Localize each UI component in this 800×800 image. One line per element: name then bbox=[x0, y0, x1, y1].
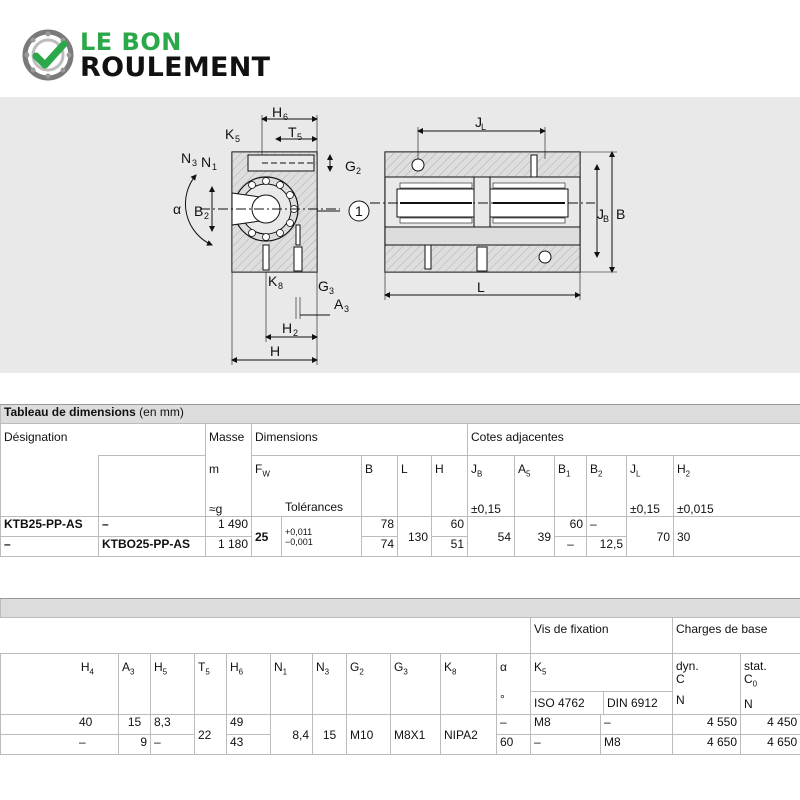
hdr-a3: A bbox=[122, 660, 131, 674]
label-t5-sub: 5 bbox=[297, 132, 303, 142]
callout-number: 1 bbox=[355, 203, 363, 219]
cell-a5: 39 bbox=[515, 517, 555, 557]
hdr-jl-tol: ±0,15 bbox=[630, 502, 660, 517]
hdr-cotes: Cotes adjacentes bbox=[468, 424, 800, 456]
cell-designation: – bbox=[1, 537, 99, 557]
label-jl-sub: L bbox=[481, 122, 487, 132]
label-b2: B bbox=[194, 203, 204, 219]
hdr-h2: H bbox=[677, 462, 686, 476]
hdr-m: m bbox=[209, 461, 219, 476]
table-caption: Tableau de dimensions (en mm) bbox=[1, 405, 800, 424]
cell-h5: 8,3 bbox=[151, 715, 195, 735]
label-g3-sub: 3 bbox=[329, 286, 335, 296]
label-n3: N bbox=[181, 150, 192, 166]
dimensions-table: Tableau de dimensions (en mm) Désignation Masse Dimensions Cotes adjacentes m ≈g $F_W$ Tolérances B L H $J_B$ ±0,15 $A_5$ $B_1$ $B_2$ $J_L$ ±0,15 $H_2$ ±0,015 KTB25-PP-AS – 1 490 25 +0,011 −0,001 78 130 60 54 39 60 – 70 30 – KTBO25-PP-AS 1 180 74 51 – 12,5 bbox=[0, 404, 800, 557]
logo-line-1: LE BON bbox=[80, 28, 182, 56]
hdr-t5: T bbox=[198, 660, 206, 674]
cell-h: 51 bbox=[432, 537, 468, 557]
cell-n3: 15 bbox=[313, 715, 347, 755]
hdr-h5: H bbox=[154, 660, 163, 674]
bearing-check-icon bbox=[22, 29, 74, 81]
hdr-deg: ° bbox=[500, 692, 505, 706]
cell-h2: 30 bbox=[674, 517, 800, 557]
cell-masse: 1 180 bbox=[206, 537, 252, 557]
technical-drawing bbox=[0, 97, 800, 373]
hdr-charges: Charges de base bbox=[673, 618, 800, 654]
hdr-g2: G bbox=[350, 660, 360, 674]
label-jl: J bbox=[475, 114, 482, 130]
cell-alpha: 60 bbox=[497, 735, 531, 755]
cell-g3: M8X1 bbox=[391, 715, 441, 755]
hdr-h4: H bbox=[80, 660, 90, 674]
hdr-h2-tol: ±0,015 bbox=[677, 502, 714, 517]
logo-line-2: ROULEMENT bbox=[80, 52, 271, 83]
cell-designation-alt: KTBO25-PP-AS bbox=[99, 537, 206, 557]
hdr-alpha: α bbox=[500, 660, 507, 674]
cell-t5: 22 bbox=[195, 715, 227, 755]
hdr-jl: J bbox=[630, 462, 636, 476]
label-k8-sub: 8 bbox=[278, 281, 284, 291]
cell-b: 74 bbox=[362, 537, 398, 557]
label-k5: K bbox=[225, 126, 235, 142]
label-n3-sub: 3 bbox=[192, 158, 198, 168]
cell-h6: 49 bbox=[227, 715, 271, 735]
cell-dyn: 4 650 bbox=[673, 735, 741, 755]
cell-n1: 8,4 bbox=[271, 715, 313, 755]
hdr-tolerances: Tolérances bbox=[285, 500, 344, 515]
mounting-table: Vis de fixation Charges de base $H_4$ $A_3$ $H_5$ $T_5$ $H_6$ $N_1$ $N_3$ $G_2$ $G_3$ $K_8$ α ° $K_5$ ISO 4762 DIN 6912 dyn. C N stat. $C_0$ N 40 15 8,3 22 49 8,4 15 M10 M8X1 NIPA2 – M8 – 4 550 4 450 – 9 – 43 60 – M8 4 650 4 650 bbox=[0, 598, 800, 755]
cell-h4: – bbox=[1, 735, 119, 755]
hdr-b: B bbox=[362, 456, 398, 517]
brand-logo bbox=[22, 26, 322, 86]
cell-h6: 43 bbox=[227, 735, 271, 755]
cell-b2: – bbox=[587, 517, 627, 537]
hdr-n3: N bbox=[316, 660, 325, 674]
hdr-a5: A bbox=[518, 462, 527, 476]
hdr-l: L bbox=[398, 456, 432, 517]
cell-jb: 54 bbox=[468, 517, 515, 557]
label-jb-sub: B bbox=[603, 214, 610, 224]
table2-caption bbox=[1, 599, 800, 618]
label-k5-sub: 5 bbox=[235, 134, 241, 144]
hdr-stat: stat. bbox=[744, 659, 767, 673]
hdr-k8: K bbox=[444, 660, 453, 674]
hdr-jb: J bbox=[471, 462, 477, 476]
label-h6: H bbox=[272, 104, 283, 120]
table-row bbox=[1, 517, 800, 537]
hdr-vis: Vis de fixation bbox=[531, 618, 673, 654]
cell-a3: 9 bbox=[119, 735, 151, 755]
label-alpha: α bbox=[173, 201, 182, 217]
cell-designation-alt: – bbox=[99, 517, 206, 537]
hdr-iso: ISO 4762 bbox=[531, 692, 604, 714]
hdr-h6: H bbox=[230, 660, 239, 674]
hdr-stat-n: N bbox=[744, 697, 753, 712]
label-g3: G bbox=[318, 278, 329, 294]
cell-stat: 4 450 bbox=[741, 715, 800, 735]
label-jb: J bbox=[597, 206, 604, 222]
table-row bbox=[1, 715, 800, 735]
hdr-din: DIN 6912 bbox=[607, 696, 658, 710]
label-h2: H bbox=[282, 320, 293, 336]
cell-alpha: – bbox=[497, 715, 531, 735]
cell-k8: NIPA2 bbox=[441, 715, 497, 755]
hdr-approx-g: ≈g bbox=[209, 501, 223, 516]
hdr-k5: K bbox=[534, 660, 543, 674]
cell-tol-minus: −0,001 bbox=[285, 536, 313, 547]
hdr-fw: F bbox=[255, 462, 263, 476]
cell-g2: M10 bbox=[347, 715, 391, 755]
hdr-b2: B bbox=[590, 462, 599, 476]
cell-designation: KTB25-PP-AS bbox=[1, 517, 99, 537]
cell-b1: – bbox=[555, 537, 587, 557]
label-a3-sub: 3 bbox=[344, 304, 350, 314]
label-l: L bbox=[477, 279, 485, 295]
cell-b2: 12,5 bbox=[587, 537, 627, 557]
hdr-b1: B bbox=[558, 462, 567, 476]
hdr-stat-c: C bbox=[744, 672, 753, 686]
cell-masse: 1 490 bbox=[206, 517, 252, 537]
cell-fw: 25 bbox=[252, 517, 282, 557]
label-b2-sub: 2 bbox=[204, 211, 210, 221]
front-view bbox=[370, 127, 617, 300]
cell-stat: 4 650 bbox=[741, 735, 800, 755]
label-g2-sub: 2 bbox=[356, 166, 362, 176]
label-t5: T bbox=[288, 124, 297, 140]
cell-b1: 60 bbox=[555, 517, 587, 537]
cell-a3: 15 bbox=[119, 715, 151, 735]
label-h2-sub: 2 bbox=[293, 328, 299, 338]
cell-iso: – bbox=[531, 735, 601, 755]
label-n1-sub: 1 bbox=[212, 162, 218, 172]
hdr-dyn-c: C bbox=[676, 672, 685, 686]
label-g2: G bbox=[345, 158, 356, 174]
cell-h: 60 bbox=[432, 517, 468, 537]
label-h: H bbox=[270, 343, 281, 359]
hdr-h: H bbox=[432, 456, 468, 517]
hdr-dyn: dyn. bbox=[676, 659, 699, 673]
cell-jl: 70 bbox=[627, 517, 674, 557]
hdr-dyn-n: N bbox=[676, 693, 685, 707]
label-k8: K bbox=[268, 273, 278, 289]
hdr-dimensions: Dimensions bbox=[252, 424, 468, 456]
cell-dyn: 4 550 bbox=[673, 715, 741, 735]
cell-b: 78 bbox=[362, 517, 398, 537]
hdr-masse: Masse bbox=[206, 424, 252, 456]
label-h6-sub: 6 bbox=[283, 112, 289, 122]
cell-iso: M8 bbox=[531, 715, 601, 735]
label-b: B bbox=[616, 206, 626, 222]
cell-l: 130 bbox=[398, 517, 432, 557]
label-a3: A bbox=[334, 296, 344, 312]
hdr-n1: N bbox=[274, 660, 283, 674]
cell-h5: – bbox=[151, 735, 195, 755]
hdr-jb-tol: ±0,15 bbox=[471, 502, 501, 517]
cell-h4: 40 bbox=[1, 715, 119, 735]
cell-tol-plus: +0,011 bbox=[285, 526, 313, 537]
hdr-g3: G bbox=[394, 660, 404, 674]
hdr-designation: Désignation bbox=[1, 424, 206, 456]
label-n1: N bbox=[201, 154, 212, 170]
cell-din: M8 bbox=[601, 735, 673, 755]
cell-din: – bbox=[601, 715, 673, 735]
side-view bbox=[185, 115, 369, 365]
